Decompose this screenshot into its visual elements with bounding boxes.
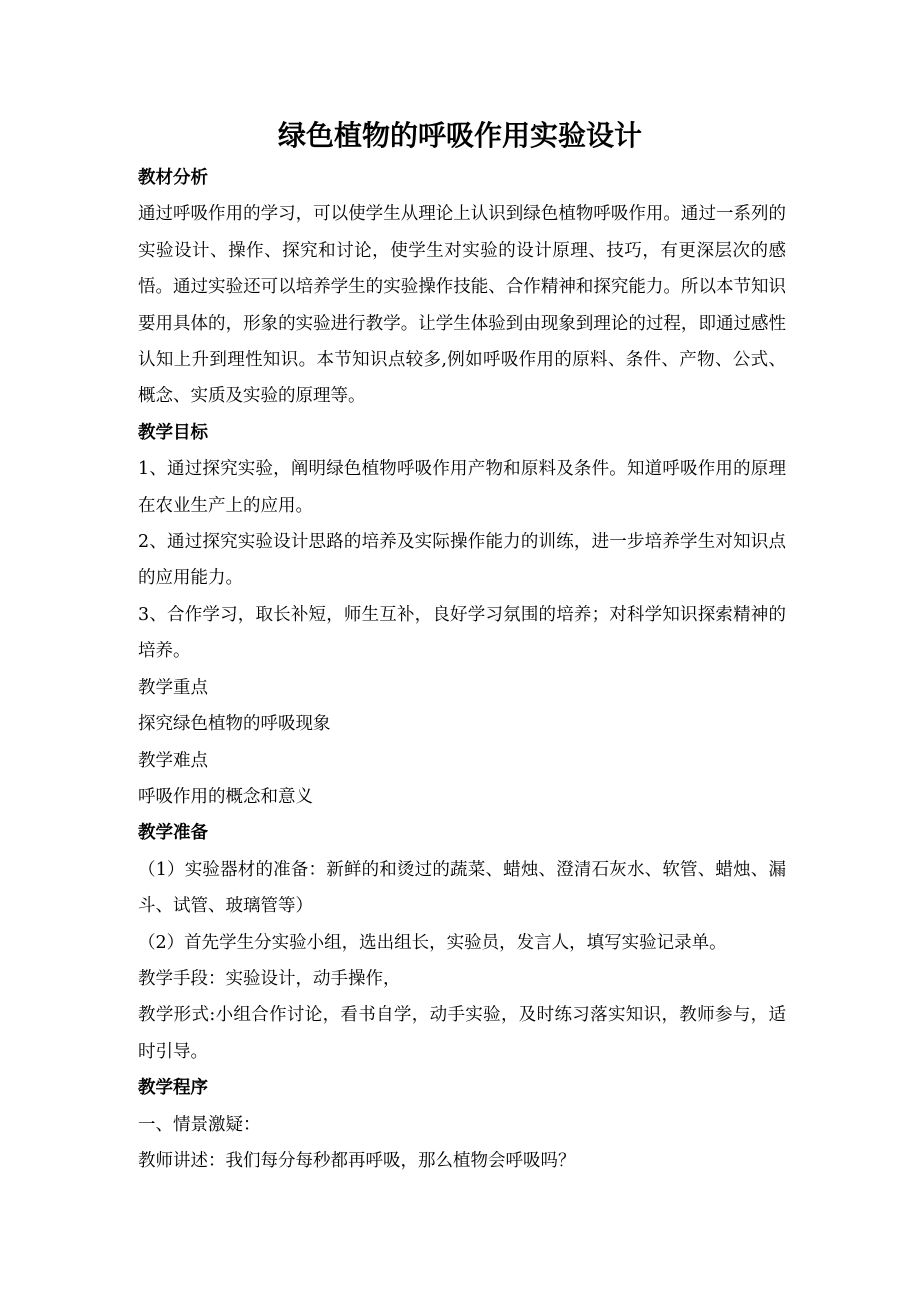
procedure-step-1: 一、情景激疑： <box>138 1114 261 1135</box>
analysis-paragraph: 通过呼吸作用的学习，可以使学生从理论上认识到绿色植物呼吸作用。通过一系列的实验设计、操作、探究和讨论，使学生对实验的设计原理、技巧，有更深层次的感悟。通过实验还可以培养学生的实验操作技能、合作精神和探究能力。所以本节知识要用具体的，形象的实验进行教学。让学生体验到由现象到理论的过程，即通过感性认知上升到理性知识。本节知识点较多,例如呼吸作用的原料、条件、产物、公式、概念、实质及实验的原理等。 <box>138 204 786 407</box>
section-heading-procedure: 教学程序 <box>138 1078 208 1099</box>
section-heading-preparation: 教学准备 <box>138 823 208 844</box>
preparation-item-1: （1）实验器材的准备：新鲜的和烫过的蔬菜、蜡烛、澄清石灰水、软管、蜡烛、漏斗、试管、玻璃管等） <box>138 859 786 917</box>
goal-item-1: 1、通过探究实验，阐明绿色植物呼吸作用产物和原料及条件。知道呼吸作用的原理在农业生产上的应用。 <box>138 459 786 516</box>
goal-item-2: 2、通过探究实验设计思路的培养及实际操作能力的训练，进一步培养学生对知识点的应用能力。 <box>138 532 786 589</box>
teaching-means: 教学手段：实验设计，动手操作， <box>138 968 401 989</box>
key-point-text: 探究绿色植物的呼吸现象 <box>138 714 331 735</box>
teacher-statement: 教师讲述：我们每分每秒都再呼吸，那么植物会呼吸吗？ <box>138 1150 576 1171</box>
preparation-item-2: （2）首先学生分实验小组，选出组长，实验员，发言人，填写实验记录单。 <box>138 932 727 953</box>
section-heading-analysis: 教材分析 <box>138 168 208 188</box>
teaching-form: 教学形式:小组合作讨论，看书自学，动手实验，及时练习落实知识，教师参与，适时引导。 <box>138 1005 786 1062</box>
section-heading-goals: 教学目标 <box>138 422 208 443</box>
section-heading-difficulty: 教学难点 <box>138 750 208 771</box>
document-body <box>138 160 786 1179</box>
goal-item-3: 3、合作学习，取长补短，师生互补，良好学习氛围的培养；对科学知识探索精神的培养。 <box>138 604 786 662</box>
document-title: 绿色植物的呼吸作用实验设计 <box>277 119 642 152</box>
section-heading-key-point: 教学重点 <box>138 677 208 698</box>
difficulty-text: 呼吸作用的概念和意义 <box>138 786 313 807</box>
